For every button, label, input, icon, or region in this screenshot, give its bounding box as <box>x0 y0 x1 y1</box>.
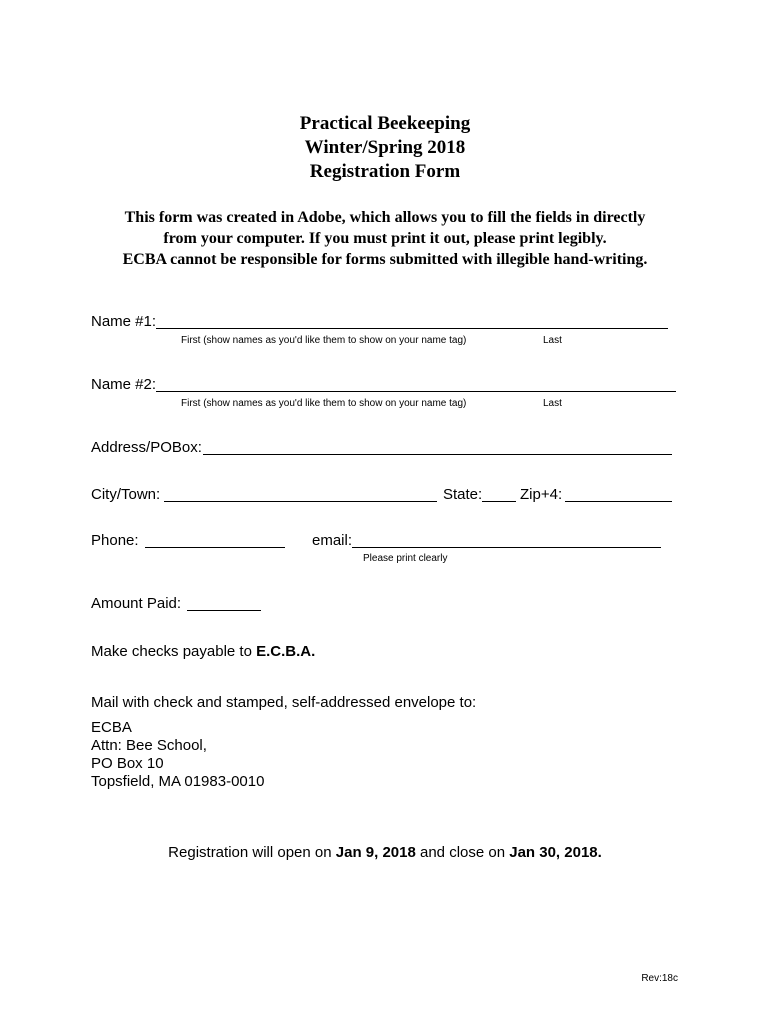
name2-last-hint: Last <box>543 398 562 409</box>
zip-field[interactable] <box>565 501 672 502</box>
city-label: City/Town: <box>91 486 161 503</box>
mail-address-line-2: Attn: Bee School, <box>91 737 207 754</box>
notice-line-3: ECBA cannot be responsible for forms submitted with illegible hand-writing. <box>122 251 648 268</box>
form-heading: Registration Form <box>309 161 461 182</box>
notice-line-2: from your computer. If you must print it out, please print legibly. <box>163 230 607 247</box>
mail-address-line-3: PO Box 10 <box>91 755 164 772</box>
address-field[interactable] <box>203 454 672 455</box>
name2-label: Name #2: <box>91 376 157 393</box>
state-label: State: <box>443 486 483 503</box>
mail-address-line-1: ECBA <box>91 719 132 736</box>
amount-paid-label: Amount Paid: <box>91 595 182 612</box>
zip-label: Zip+4: <box>520 486 563 503</box>
name1-first-hint: First (show names as you'd like them to show on your name tag) <box>181 335 467 346</box>
form-title: Practical Beekeeping <box>299 113 471 134</box>
phone-label: Phone: <box>91 532 139 549</box>
city-field[interactable] <box>164 501 437 502</box>
registration-dates <box>0 844 770 862</box>
email-label: email: <box>312 532 353 549</box>
name1-label: Name #1: <box>91 313 157 330</box>
name2-first-hint: First (show names as you'd like them to show on your name tag) <box>181 398 467 409</box>
address-label: Address/POBox: <box>91 439 202 456</box>
revision-label: Rev:18c <box>641 973 678 984</box>
amount-paid-field[interactable] <box>187 610 261 611</box>
checks-payable-text <box>91 643 315 661</box>
registration-open-date: Jan 9, 2018 <box>335 844 416 861</box>
name1-last-hint: Last <box>543 335 562 346</box>
checks-payable-prefix: Make checks payable to <box>91 643 257 660</box>
mail-instruction: Mail with check and stamped, self-addressed envelope to: <box>91 694 477 711</box>
notice-line-1: This form was created in Adobe, which allows you to fill the fields in directly <box>124 209 646 226</box>
name1-field[interactable] <box>156 328 668 329</box>
checks-payee: E.C.B.A. <box>256 643 316 660</box>
state-field[interactable] <box>482 501 516 502</box>
email-field[interactable] <box>352 547 661 548</box>
email-hint: Please print clearly <box>363 553 448 564</box>
registration-prefix: Registration will open on <box>168 844 336 861</box>
mail-address-line-4: Topsfield, MA 01983-0010 <box>91 773 265 790</box>
form-subtitle: Winter/Spring 2018 <box>304 137 466 158</box>
registration-close-date: Jan 30, 2018. <box>509 844 602 861</box>
phone-field[interactable] <box>145 547 285 548</box>
registration-middle: and close on <box>415 844 510 861</box>
name2-field[interactable] <box>156 391 676 392</box>
